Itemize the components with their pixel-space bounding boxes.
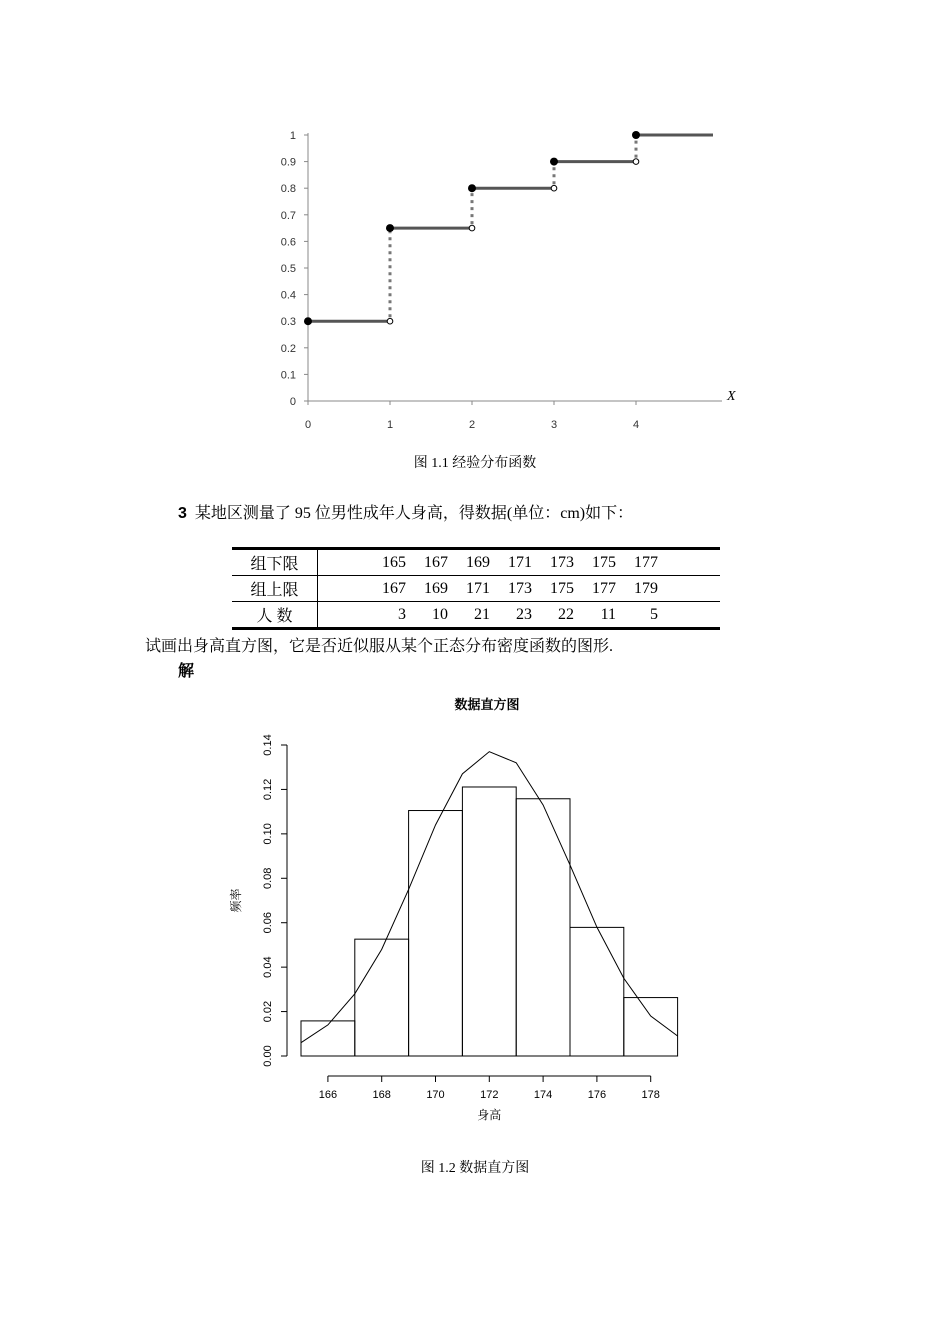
histogram-bar bbox=[355, 939, 409, 1056]
problem-text: 某地区测量了 95 位男性成年人身高，得数据(单位：cm)如下： bbox=[194, 505, 634, 522]
histogram-y-tick-label: 0.14 bbox=[262, 734, 274, 756]
table-cell: 177 bbox=[616, 549, 658, 576]
figure-2-caption: 图 1.2 数据直方图 bbox=[420, 1161, 530, 1176]
cdf-y-tick-label: 0.8 bbox=[280, 183, 296, 196]
cdf-y-tick-label: 0.4 bbox=[280, 289, 296, 302]
table-spacer bbox=[658, 602, 720, 629]
table-cell: 11 bbox=[574, 602, 616, 629]
cdf-closed-point bbox=[632, 131, 640, 139]
cdf-step-segments bbox=[304, 131, 713, 325]
empirical-cdf-chart bbox=[270, 118, 750, 438]
table-cell: 171 bbox=[490, 549, 532, 576]
cdf-open-point bbox=[633, 159, 639, 165]
histogram-x-tick-label: 168 bbox=[372, 1089, 391, 1101]
table-cell: 10 bbox=[406, 602, 448, 629]
table-cell: 23 bbox=[490, 602, 532, 629]
histogram-y-axis-label: 频率 bbox=[229, 888, 243, 913]
histogram-bar bbox=[570, 927, 624, 1056]
cdf-y-tick-label: 0.9 bbox=[280, 156, 296, 169]
histogram-y-tick-label: 0.12 bbox=[262, 778, 274, 801]
cdf-y-tick-label: 0.2 bbox=[280, 342, 296, 355]
table-cell: 3 bbox=[318, 602, 407, 629]
cdf-y-tick-labels bbox=[281, 130, 296, 408]
cdf-y-tick-label: 0.6 bbox=[280, 236, 296, 249]
cdf-x-tick-label: 2 bbox=[468, 419, 476, 431]
table-cell: 169 bbox=[406, 576, 448, 602]
density-curve-line bbox=[301, 752, 678, 1043]
cdf-y-tick-label: 1 bbox=[289, 130, 296, 142]
cdf-y-tick-label: 0.7 bbox=[280, 209, 296, 222]
answer-label: 解 bbox=[178, 663, 195, 680]
cdf-x-tick-label: 1 bbox=[386, 419, 394, 431]
table-cell: 177 bbox=[574, 576, 616, 602]
histogram-bars bbox=[301, 787, 678, 1056]
cdf-closed-point bbox=[468, 184, 476, 192]
histogram-bar bbox=[409, 811, 463, 1056]
cdf-y-tick-label: 0 bbox=[289, 396, 296, 408]
cdf-x-tick-label: 4 bbox=[632, 419, 640, 431]
histogram-x-tick-label: 166 bbox=[318, 1089, 338, 1101]
problem-number: 3 bbox=[178, 505, 187, 522]
histogram-axes bbox=[262, 734, 660, 1101]
table-cell: 171 bbox=[448, 576, 490, 602]
histogram-y-tick-label: 0.10 bbox=[262, 823, 274, 845]
cdf-open-point bbox=[551, 185, 557, 191]
histogram-x-tick-label: 172 bbox=[480, 1089, 499, 1101]
height-data-table bbox=[232, 547, 720, 630]
figure-1-caption: 图 1.1 经验分布函数 bbox=[413, 456, 537, 471]
row-label: 组上限 bbox=[232, 576, 318, 602]
cdf-closed-point bbox=[386, 224, 394, 232]
density-curve bbox=[301, 752, 678, 1043]
histogram-bar bbox=[624, 998, 678, 1056]
cdf-open-point bbox=[387, 318, 393, 324]
histogram-title: 数据直方图 bbox=[454, 697, 520, 712]
histogram-x-tick-label: 176 bbox=[587, 1089, 607, 1101]
table-cell: 173 bbox=[490, 576, 532, 602]
table-cell: 179 bbox=[616, 576, 658, 602]
cdf-y-tick-label: 0.5 bbox=[280, 263, 296, 275]
row-label: 人 数 bbox=[232, 602, 318, 629]
table-cell: 169 bbox=[448, 549, 490, 576]
histogram-y-tick-label: 0.08 bbox=[262, 867, 274, 889]
table-cell: 22 bbox=[532, 602, 574, 629]
cdf-x-tick-label: 3 bbox=[550, 419, 558, 431]
histogram-x-tick-label: 174 bbox=[533, 1089, 553, 1101]
table-spacer bbox=[658, 576, 720, 602]
histogram-y-tick-label: 0.06 bbox=[262, 912, 274, 934]
cdf-closed-point bbox=[550, 158, 558, 166]
histogram-x-axis-label: 身高 bbox=[477, 1108, 502, 1122]
cdf-x-tick-labels bbox=[305, 419, 639, 431]
table-cell: 5 bbox=[616, 602, 658, 629]
histogram-y-tick-label: 0.00 bbox=[262, 1045, 274, 1067]
histogram-x-tick-label: 170 bbox=[426, 1089, 445, 1101]
table-cell: 167 bbox=[406, 549, 448, 576]
cdf-y-tick-label: 0.1 bbox=[280, 369, 296, 382]
histogram-chart bbox=[220, 690, 700, 1130]
cdf-axes bbox=[304, 133, 722, 405]
table-cell: 173 bbox=[532, 549, 574, 576]
histogram-x-tick-label: 178 bbox=[641, 1089, 660, 1101]
problem-statement bbox=[178, 500, 633, 523]
table-row bbox=[232, 576, 720, 602]
histogram-y-tick-label: 0.04 bbox=[262, 956, 274, 978]
row-label: 组下限 bbox=[232, 549, 318, 576]
histogram-bar bbox=[516, 799, 570, 1056]
histogram-y-tick-label: 0.02 bbox=[262, 1000, 274, 1023]
table-row bbox=[232, 549, 720, 576]
table-cell: 175 bbox=[532, 576, 574, 602]
table-cell: 165 bbox=[318, 549, 407, 576]
cdf-x-tick-label: 0 bbox=[304, 419, 312, 431]
histogram-bar bbox=[462, 787, 516, 1056]
cdf-y-tick-label: 0.3 bbox=[280, 316, 296, 329]
problem-question: 试画出身高直方图，它是否近似服从某个正态分布密度函数的图形. bbox=[145, 638, 614, 655]
cdf-closed-point bbox=[304, 317, 312, 325]
table-spacer bbox=[658, 549, 720, 576]
cdf-x-axis-label: X bbox=[727, 389, 736, 404]
cdf-open-point bbox=[469, 225, 475, 231]
table-row bbox=[232, 602, 720, 629]
histogram-bar bbox=[301, 1021, 355, 1056]
table-cell: 175 bbox=[574, 549, 616, 576]
table-cell: 167 bbox=[318, 576, 407, 602]
table-cell: 21 bbox=[448, 602, 490, 629]
